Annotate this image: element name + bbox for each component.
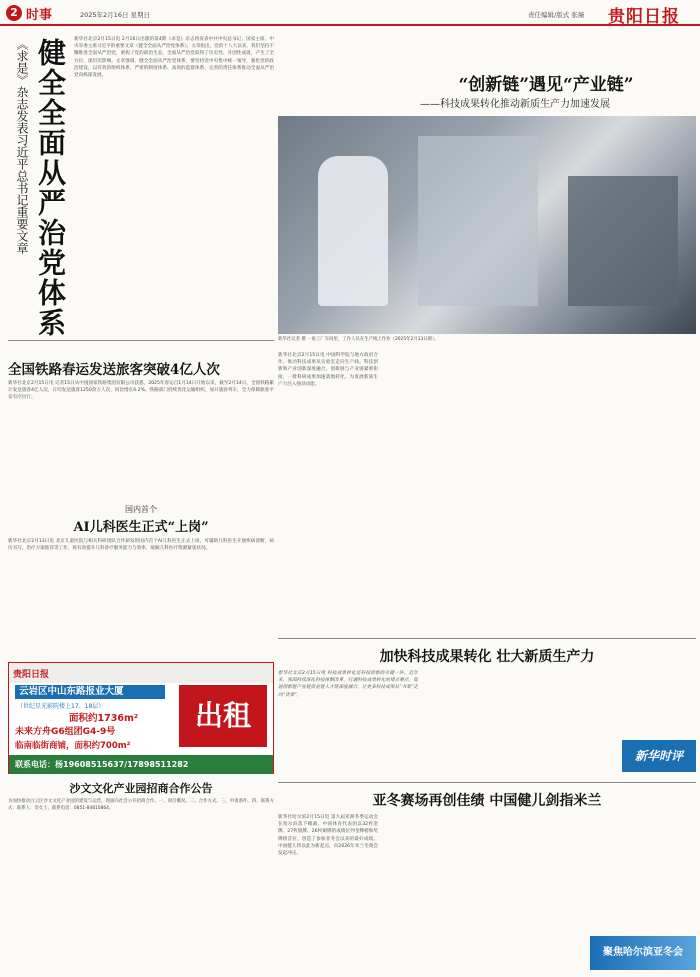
winter-headline: 亚冬赛场再创佳绩 中国健儿剑指米兰 [372, 793, 602, 809]
ai-body: 新华社北京2月13日电 北京儿童医院与相关科研团队合作研发的国内首个AI儿科医生正式上岗，可辅助儿科医生开展疾病诊断、病历书写、治疗方案推荐等工作，将有效提升儿科诊疗服务能力与效率，缓解儿科医疗资源紧张状况。 [8, 539, 274, 552]
lead-kicker: 《求是》杂志发表习近平总书记重要文章 [15, 38, 29, 254]
machinery [568, 176, 678, 306]
asian-winter-games-banner: 聚焦哈尔滨亚冬会 [590, 936, 696, 970]
tech-body-col1: 新华社北京2月15日电 科技成果转化是科技创新的关键一环。近年来，我国持续深化科技体制改革，打通科技成果转化的堵点难点，促进创新链产业链资金链人才链深度融合，让更多科技成果从“书架”走向“货架”。 [278, 671, 418, 698]
railway-headline: 全国铁路春运发送旅客突破4亿人次 [8, 362, 220, 378]
section-title: 时事 [26, 8, 53, 23]
innovation-headline: “创新链”遇见“产业链” [458, 75, 634, 95]
tech-body-col2 [422, 670, 522, 778]
innovation-body-col2 [382, 352, 482, 634]
ad-area1: 面积约1736m² [69, 713, 139, 724]
tech-headline: 加快科技成果转化 壮大新质生产力 [379, 649, 595, 665]
ad-logo: 贵阳日报 [13, 670, 50, 680]
ad-address2: 未来方舟G6组团G4-9号 [15, 727, 116, 737]
worker-figure [318, 156, 388, 306]
lead-headline: 健全全面从严治党体系 [34, 38, 67, 338]
announcement-body: 为加快推动白云区沙文文化产业园的建设与运营，现面向社会公开招商合作。一、项目概况。二、合作方式。三、申请条件。四、联系方式：联系人：余女士，联系电话：0851-84810864。 [8, 799, 274, 812]
page-number-badge: 2 [6, 5, 22, 21]
winter-body-col1: 新华社哈尔滨2月15日电 第九届亚洲冬季运动会在哈尔滨落下帷幕，中国体育代表团以32枚金牌、27枚银牌、26枚铜牌的成绩位列金牌榜和奖牌榜首位，创造了参加亚冬会以来的最好成绩。中国健儿将以此为新起点，向2026年米兰冬奥会发起冲击。 [278, 815, 378, 857]
innovation-body-col3 [486, 352, 586, 634]
ad-rent-label: 出租 [179, 685, 267, 747]
factory-photo [278, 116, 696, 334]
ad-address1: 云岩区中山东路报业大厦 [15, 685, 165, 699]
innovation-subheadline: ——科技成果转化推动新质生产力加速发展 [420, 99, 610, 110]
divider [278, 638, 696, 639]
ad-shop-info: 临南临街商铺，面积约700m² [15, 741, 131, 751]
winter-body-col3 [486, 814, 586, 972]
ad-contact: 联系电话：杨19608515637/17898511282 [9, 755, 273, 774]
production-equipment [418, 136, 538, 306]
ad-address-note: （世纪星光影院楼上17、18层） [17, 703, 105, 710]
innovation-body-col4 [590, 352, 696, 634]
winter-body-col2 [382, 814, 482, 972]
xinhua-commentary-badge: 新华时评 [622, 740, 696, 772]
ai-headline: AI儿科医生正式“上岗” [73, 520, 209, 535]
announcement-headline: 沙文文化产业园招商合作公告 [69, 782, 213, 795]
divider [8, 340, 274, 341]
rental-ad [8, 662, 274, 774]
ai-kicker: 国内首个 [125, 505, 157, 514]
divider [278, 782, 696, 783]
winter-body-col4 [590, 814, 696, 932]
editor-credit: 责任编辑/版式 张薇 [528, 11, 585, 19]
tech-body-col3 [526, 670, 616, 778]
newspaper-logo: 贵阳日报 [608, 7, 680, 27]
issue-date: 2025年2月16日 星期日 [80, 11, 151, 19]
lead-body: 新华社北京2月15日电 2月16日出版的第4期《求是》杂志将发表中共中央总书记、国家主席、中央军委主席习近平的重要文章《健全全面从严治党体系》。文章指出，党的十八大以来，我们坚持不懈推进全面从严治党，重构了党的政治生态，全面从严治党取得了历史性、开创性成就，产生了全方位、深层次影响。文章强调，健全全面从严治党体系，要坚持党中央集中统一领导，强化党的政治建设，以有效的组织体系、严密的制度体系、高效的监督体系、完善的责任体系推动全面从严治党向纵深发展。 [74, 37, 274, 79]
innovation-body-col1: 新华社北京2月15日电 中国科学院与地方政府合作，推动科技成果从实验室走向生产线。科技创新和产业创新深度融合，创新链与产业链紧密衔接，一批科研成果加速落地转化，为发展新质生产力注入强劲动能。 [278, 353, 378, 387]
photo-caption: 新华社记者 摄 一座工厂车间里，工作人员在生产线上作业（2025年2月13日摄）。 [278, 337, 439, 342]
railway-body: 新华社北京2月15日电 记者15日从中国国家铁路集团有限公司获悉，2025年春运自1月14日开始以来，截至2月14日，全国铁路累计发送旅客4亿人次，日均发送旅客1250余万人次，同比增长6.2%。铁路部门持续优化运输组织，加开旅客列车，全力保障旅客平安有序出行。 [8, 381, 274, 401]
